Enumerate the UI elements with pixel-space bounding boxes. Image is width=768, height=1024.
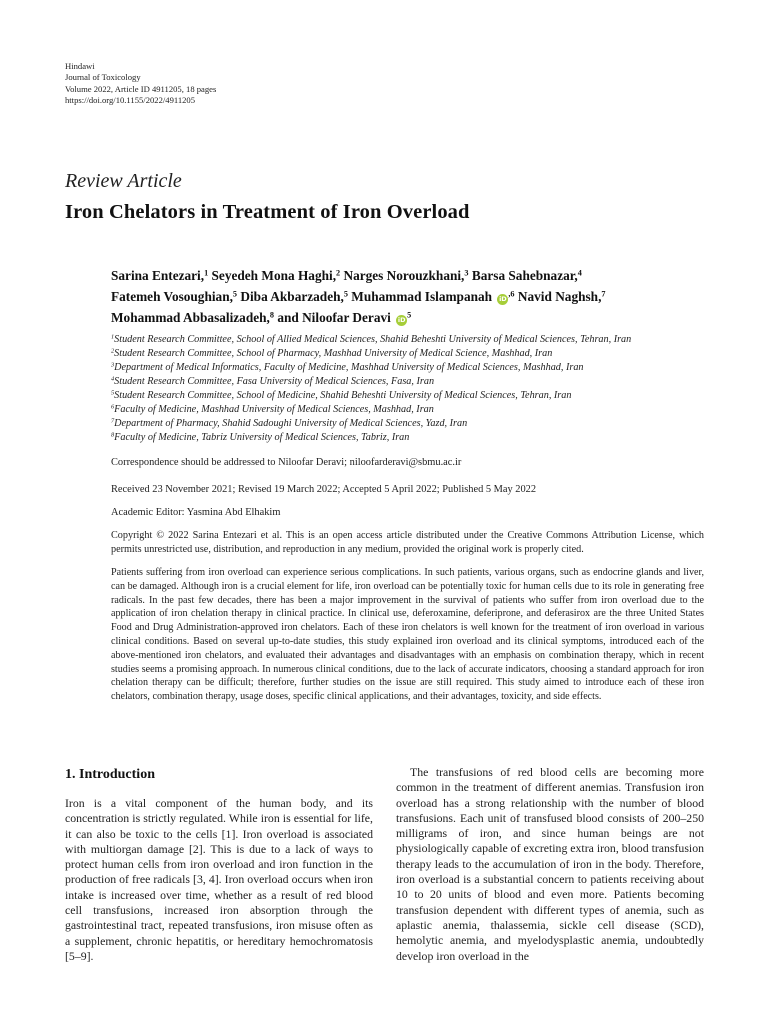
publication-dates: Received 23 November 2021; Revised 19 March 2022; Accepted 5 April 2022; Published 5 May 2022 — [111, 484, 537, 495]
correspondence-line: Correspondence should be addressed to Niloofar Deravi; niloofarderavi@sbmu.ac.ir — [111, 457, 462, 468]
academic-editor: Academic Editor: Yasmina Abd Elhakim — [111, 507, 281, 518]
affiliation-list — [111, 333, 731, 445]
author[interactable]: and Niloofar Deravi $iD^5$ — [277, 310, 412, 325]
author[interactable]: Navid Naghsh,$^7$ — [517, 289, 606, 304]
affiliation: $^2$Student Research Committee, School of Pharmacy, Mashhad University of Medical Science, Mashhad, Iran — [111, 347, 553, 359]
author[interactable]: Barsa Sahebnazar,$^4$ — [471, 268, 582, 283]
body-column-right — [396, 765, 704, 964]
author[interactable]: Seyedeh Mona Haghi,$^2$ — [211, 268, 341, 283]
body-paragraph: Iron is a vital component of the human body, and its concentration is strictly regulated. While iron is essential for life, it can also be toxic to the cells [1]. Iron overload is associated with multiorgan damage [2]. This is due to a lack of ways to protect human cells from iron overload and iron function in the production of free radicals [3, 4]. Iron overload occurs when iron intake is increased over time, whether as a result of red blood cell transfusions, increased iron absorption through the gastrointestinal tract, repeated transfusions, iron misuse often as a supplement, chronic hepatitis, or hereditary hemochromatosis [5–9]. — [65, 796, 373, 963]
article-type: Review Article — [65, 170, 182, 192]
article-title: Iron Chelators in Treatment of Iron Overload — [65, 201, 470, 223]
author[interactable]: Sarina Entezari,$^1$ — [111, 268, 209, 283]
abstract: Patients suffering from iron overload can experience serious complications. In such patients, various organs, such as endocrine glands and liver, can be damaged. Although iron is a crucial element for life, iron overload can be potentially toxic for human cells due to its role in generating free radicals. In the past few decades, there has been a major improvement in the survival of patients who suffer from iron overload due to the application of iron chelation therapy in clinical practice. In clinical use, deferoxamine, deferiprone, and deferasirox are the three United States Food and Drug Administration-approved iron chelators. Each of these iron chelators is well known for the treatment of iron overload in various clinical conditions. Based on several up-to-date studies, this study explained iron overload and its clinical symptoms, introduced each of the above-mentioned iron chelators, and evaluated their advantages and disadvantages with an emphasis on combination therapy, which in recent studies seems a promising approach. In numerous clinical conditions, due to the lack of accurate indicators, choosing a standard approach for iron chelation therapy can be difficult; therefore, further studies on the issue are still required. This study aimed to introduce each of these iron chelators, combination therapy, usage doses, specific clinical applications, and their advantages, toxicity, and side effects. — [111, 567, 704, 703]
author[interactable]: Muhammad Islampanah $iD^{,6}$ — [351, 289, 515, 304]
author-list — [111, 265, 711, 328]
section-heading: 1. Introduction — [65, 767, 155, 782]
body-column-left — [65, 765, 373, 964]
affiliation: $^1$Student Research Committee, School of Allied Medical Sciences, Shahid Beheshti University of Medical Sciences, Tehran, Iran — [111, 333, 632, 345]
affiliation: $^4$Student Research Committee, Fasa University of Medical Sciences, Fasa, Iran — [111, 375, 435, 387]
copyright-notice: Copyright © 2022 Sarina Entezari et al. This is an open access article distributed under the Creative Commons Attribution License, which permits unrestricted use, distribution, and reproduction in any medium, provided the original work is properly cited. — [111, 530, 704, 555]
publisher-name: Hindawi — [65, 61, 95, 71]
orcid-icon[interactable]: iD — [499, 295, 507, 303]
affiliation: $^5$Student Research Committee, School of Medicine, Shahid Beheshti University of Medical Sciences, Tehran, Iran — [111, 389, 572, 401]
body-paragraph: The transfusions of red blood cells are becoming more common in the treatment of different anemias. Transfusion iron overload has a strong relationship with the number of blood transfusions. Each unit of transfused blood consists of 200–250 milligrams of iron, and since human beings are not physiologically capable of excreting extra iron, blood transfusion therapy leads to the accumulation of iron in the body. Therefore, iron overload is a substantial concern to patients receiving about 10 to 20 units of blood and even more. Patients becoming transfusion dependent with different types of anemia, such as aplastic anemia, thalassemia, sickle cell disease (SCD), hemolytic anemia, and myelodysplastic anemia, undoubtedly develop iron overload in the — [396, 765, 704, 963]
doi-link[interactable]: https://doi.org/10.1155/2022/4911205 — [65, 95, 196, 106]
affiliation: $^6$Faculty of Medicine, Mashhad University of Medical Sciences, Mashhad, Iran — [111, 403, 434, 415]
author[interactable]: Fatemeh Vosoughian,$^5$ — [111, 289, 238, 304]
affiliation: $^3$Department of Medical Informatics, Faculty of Medicine, Mashhad University of Medical Sciences, Mashhad, Iran — [111, 361, 584, 373]
journal-header — [65, 61, 216, 107]
affiliation: $^7$Department of Pharmacy, Shahid Sadoughi University of Medical Sciences, Yazd, Iran — [111, 417, 468, 429]
affiliation: $^8$Faculty of Medicine, Tabriz University of Medical Sciences, Tabriz, Iran — [111, 431, 410, 443]
author[interactable]: Narges Norouzkhani,$^3$ — [343, 268, 469, 283]
orcid-icon[interactable]: iD — [397, 316, 406, 324]
author[interactable]: Diba Akbarzadeh,$^5$ — [240, 289, 348, 304]
volume-line: Volume 2022, Article ID 4911205, 18 pages — [65, 83, 217, 94]
journal-name: Journal of Toxicology — [65, 72, 141, 83]
author[interactable]: Mohammad Abbasalizadeh,$^8$ — [111, 310, 274, 325]
